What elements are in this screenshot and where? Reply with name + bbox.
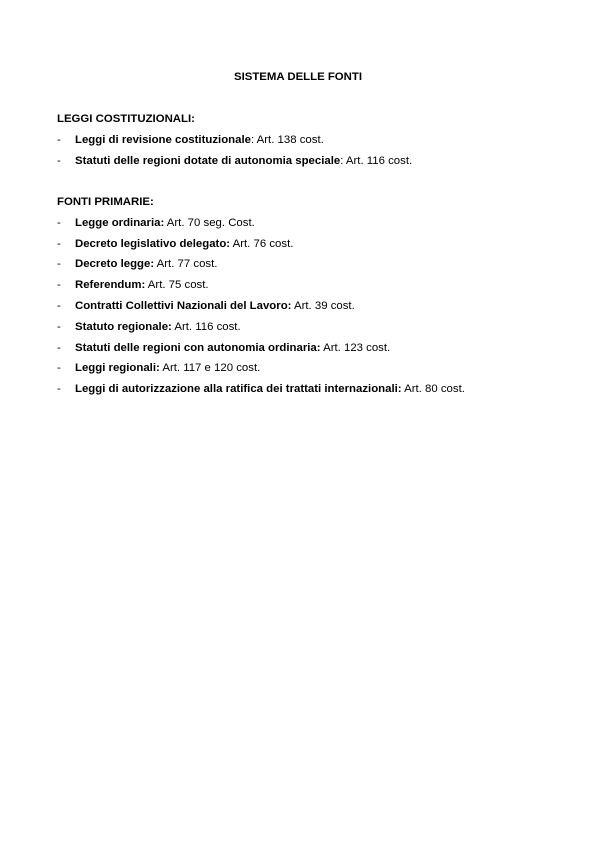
list-item-text bbox=[75, 278, 209, 292]
list-item-term: Leggi regionali: bbox=[75, 362, 160, 375]
list-item-text bbox=[75, 154, 412, 168]
list-item-term: Statuti delle regioni con autonomia ordinaria: bbox=[75, 341, 321, 354]
list-item-reference: Art. 123 cost. bbox=[320, 341, 391, 354]
list-item-reference: Art. 117 e 120 cost. bbox=[159, 362, 261, 375]
list-bullet: - bbox=[57, 299, 61, 312]
list-item-term: Contratti Collettivi Nazionali del Lavoro: bbox=[75, 299, 292, 312]
section-heading: FONTI PRIMARIE: bbox=[57, 196, 154, 208]
list-item-reference: Art. 116 cost. bbox=[171, 320, 241, 333]
list-bullet: - bbox=[57, 133, 61, 146]
list-item-term: Statuto regionale: bbox=[75, 320, 172, 333]
list-item-text bbox=[75, 257, 217, 271]
list-bullet: - bbox=[57, 154, 61, 167]
list-item bbox=[57, 257, 557, 271]
list-item-text bbox=[75, 133, 324, 147]
list-item-term: Decreto legislativo delegato: bbox=[75, 237, 231, 250]
list-item bbox=[57, 382, 557, 396]
list-bullet: - bbox=[57, 362, 61, 375]
list-bullet: - bbox=[57, 258, 61, 271]
list-item-term: Statuti delle regioni dotate di autonomia speciale bbox=[75, 154, 341, 167]
list-item-text bbox=[75, 361, 260, 375]
list-item-term: Leggi di revisione costituzionale bbox=[75, 133, 251, 146]
list-item-reference: Art. 76 cost. bbox=[230, 237, 294, 250]
list-bullet: - bbox=[57, 237, 61, 250]
list-item bbox=[57, 361, 557, 375]
list-bullet: - bbox=[57, 383, 61, 396]
list-item-text bbox=[75, 320, 241, 334]
list-item-term: Referendum: bbox=[75, 279, 146, 292]
list-item bbox=[57, 216, 557, 230]
list-item bbox=[57, 341, 557, 355]
list-item bbox=[57, 154, 557, 168]
section-fonti-primarie bbox=[57, 195, 557, 403]
list-bullet: - bbox=[57, 279, 61, 292]
list-item-term: Legge ordinaria: bbox=[75, 216, 165, 229]
section-leggi-costituzionali bbox=[57, 112, 557, 174]
list-item-reference: : Art. 116 cost. bbox=[340, 154, 413, 167]
list-item bbox=[57, 278, 557, 292]
list-item bbox=[57, 320, 557, 334]
list-item-reference: : Art. 138 cost. bbox=[250, 133, 324, 146]
list-item-reference: Art. 75 cost. bbox=[145, 279, 209, 292]
list-item-reference: Art. 70 seg. Cost. bbox=[164, 216, 255, 229]
list-bullet: - bbox=[57, 320, 61, 333]
list-item-text bbox=[75, 299, 355, 313]
list-item-text bbox=[75, 382, 465, 396]
section-heading: LEGGI COSTITUZIONALI: bbox=[57, 113, 195, 125]
list-item-reference: Art. 80 cost. bbox=[401, 383, 465, 396]
list-item-term: Leggi di autorizzazione alla ratifica dei trattati internazionali: bbox=[75, 383, 402, 396]
list-item-text bbox=[75, 341, 390, 355]
list-item-reference: Art. 77 cost. bbox=[154, 258, 218, 271]
list-item-reference: Art. 39 cost. bbox=[291, 299, 355, 312]
list-item bbox=[57, 237, 557, 251]
list-item bbox=[57, 133, 557, 147]
document-title: SISTEMA DELLE FONTI bbox=[233, 71, 363, 83]
list-bullet: - bbox=[57, 341, 61, 354]
list-item-term: Decreto legge: bbox=[75, 258, 155, 271]
list-item bbox=[57, 299, 557, 313]
list-item-text bbox=[75, 237, 293, 251]
list-bullet: - bbox=[57, 216, 61, 229]
list-item-text bbox=[75, 216, 255, 230]
